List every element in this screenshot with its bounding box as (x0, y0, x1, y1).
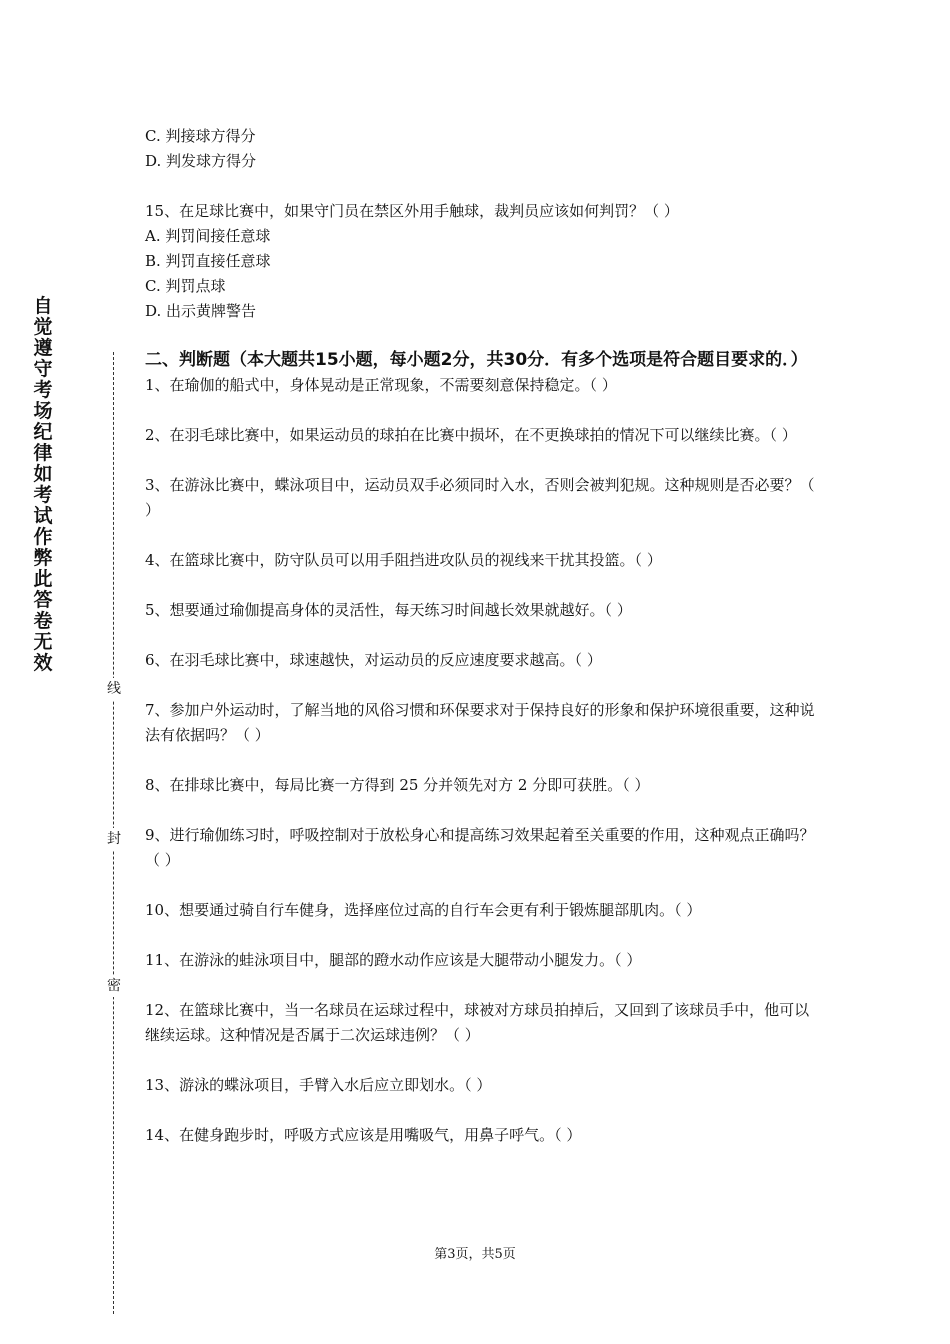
q14-option-d: D. 判发球方得分 (145, 152, 257, 170)
exam-content (145, 124, 815, 1148)
q15-option-c: C. 判罚点球 (145, 277, 226, 295)
q15-option-d: D. 出示黄牌警告 (145, 302, 257, 320)
judge-question-3: 3、在游泳比赛中，蝶泳项目中，运动员双手必须同时入水，否则会被判犯规。这种规则是否必要？（ ） (145, 476, 815, 519)
page-number: 第3页，共5页 (434, 1247, 516, 1262)
q14-option-c: C. 判接球方得分 (145, 127, 256, 145)
binding-label-line: 线 (103, 678, 125, 700)
binding-label-seal: 封 (103, 828, 125, 850)
judge-question-6: 6、在羽毛球比赛中，球速越快，对运动员的反应速度要求越高。（ ） (145, 651, 602, 669)
judge-question-8: 8、在排球比赛中，每局比赛一方得到 25 分并领先对方 2 分即可获胜。（ ） (145, 776, 650, 794)
judge-question-9: 9、进行瑜伽练习时，呼吸控制对于放松身心和提高练习效果起着至关重要的作用，这种观点正确吗？（ ） (145, 826, 815, 869)
judge-question-5: 5、想要通过瑜伽提高身体的灵活性，每天练习时间越长效果就越好。（ ） (145, 601, 632, 619)
q15-option-a: A. 判罚间接任意球 (145, 227, 271, 245)
judge-question-4: 4、在篮球比赛中，防守队员可以用手阻挡进攻队员的视线来干扰其投篮。（ ） (145, 551, 662, 569)
judge-question-1: 1、在瑜伽的船式中，身体晃动是正常现象，不需要刻意保持稳定。（ ） (145, 376, 617, 394)
judge-question-13: 13、游泳的蝶泳项目，手臂入水后应立即划水。（ ） (145, 1076, 492, 1094)
binding-label-secret: 密 (103, 975, 125, 997)
judge-question-12: 12、在篮球比赛中，当一名球员在运球过程中，球被对方球员拍掉后，又回到了该球员手中，他可以继续运球。这种情况是否属于二次运球违例？（ ） (145, 1001, 810, 1044)
integrity-notice: 自觉遵守考场纪律如考试作弊此答卷无效 (33, 295, 53, 674)
q15-option-b: B. 判罚直接任意球 (145, 252, 271, 270)
judge-question-11: 11、在游泳的蛙泳项目中，腿部的蹬水动作应该是大腿带动小腿发力。（ ） (145, 951, 642, 969)
judge-question-10: 10、想要通过骑自行车健身，选择座位过高的自行车会更有利于锻炼腿部肌肉。（ ） (145, 901, 702, 919)
judge-question-14: 14、在健身跑步时，呼吸方式应该是用嘴吸气，用鼻子呼气。（ ） (145, 1126, 582, 1144)
q15-stem: 15、在足球比赛中，如果守门员在禁区外用手触球，裁判员应该如何判罚？（ ） (145, 202, 679, 220)
judge-question-2: 2、在羽毛球比赛中，如果运动员的球拍在比赛中损坏，在不更换球拍的情况下可以继续比赛。（ ） (145, 426, 797, 444)
judge-question-7: 7、参加户外运动时，了解当地的风俗习惯和环保要求对于保持良好的形象和保护环境很重要，这种说法有依据吗？（ ） (145, 701, 815, 744)
section-heading: 二、判断题（本大题共15小题，每小题2分，共30分．有多个选项是符合题目要求的．） (145, 350, 808, 370)
